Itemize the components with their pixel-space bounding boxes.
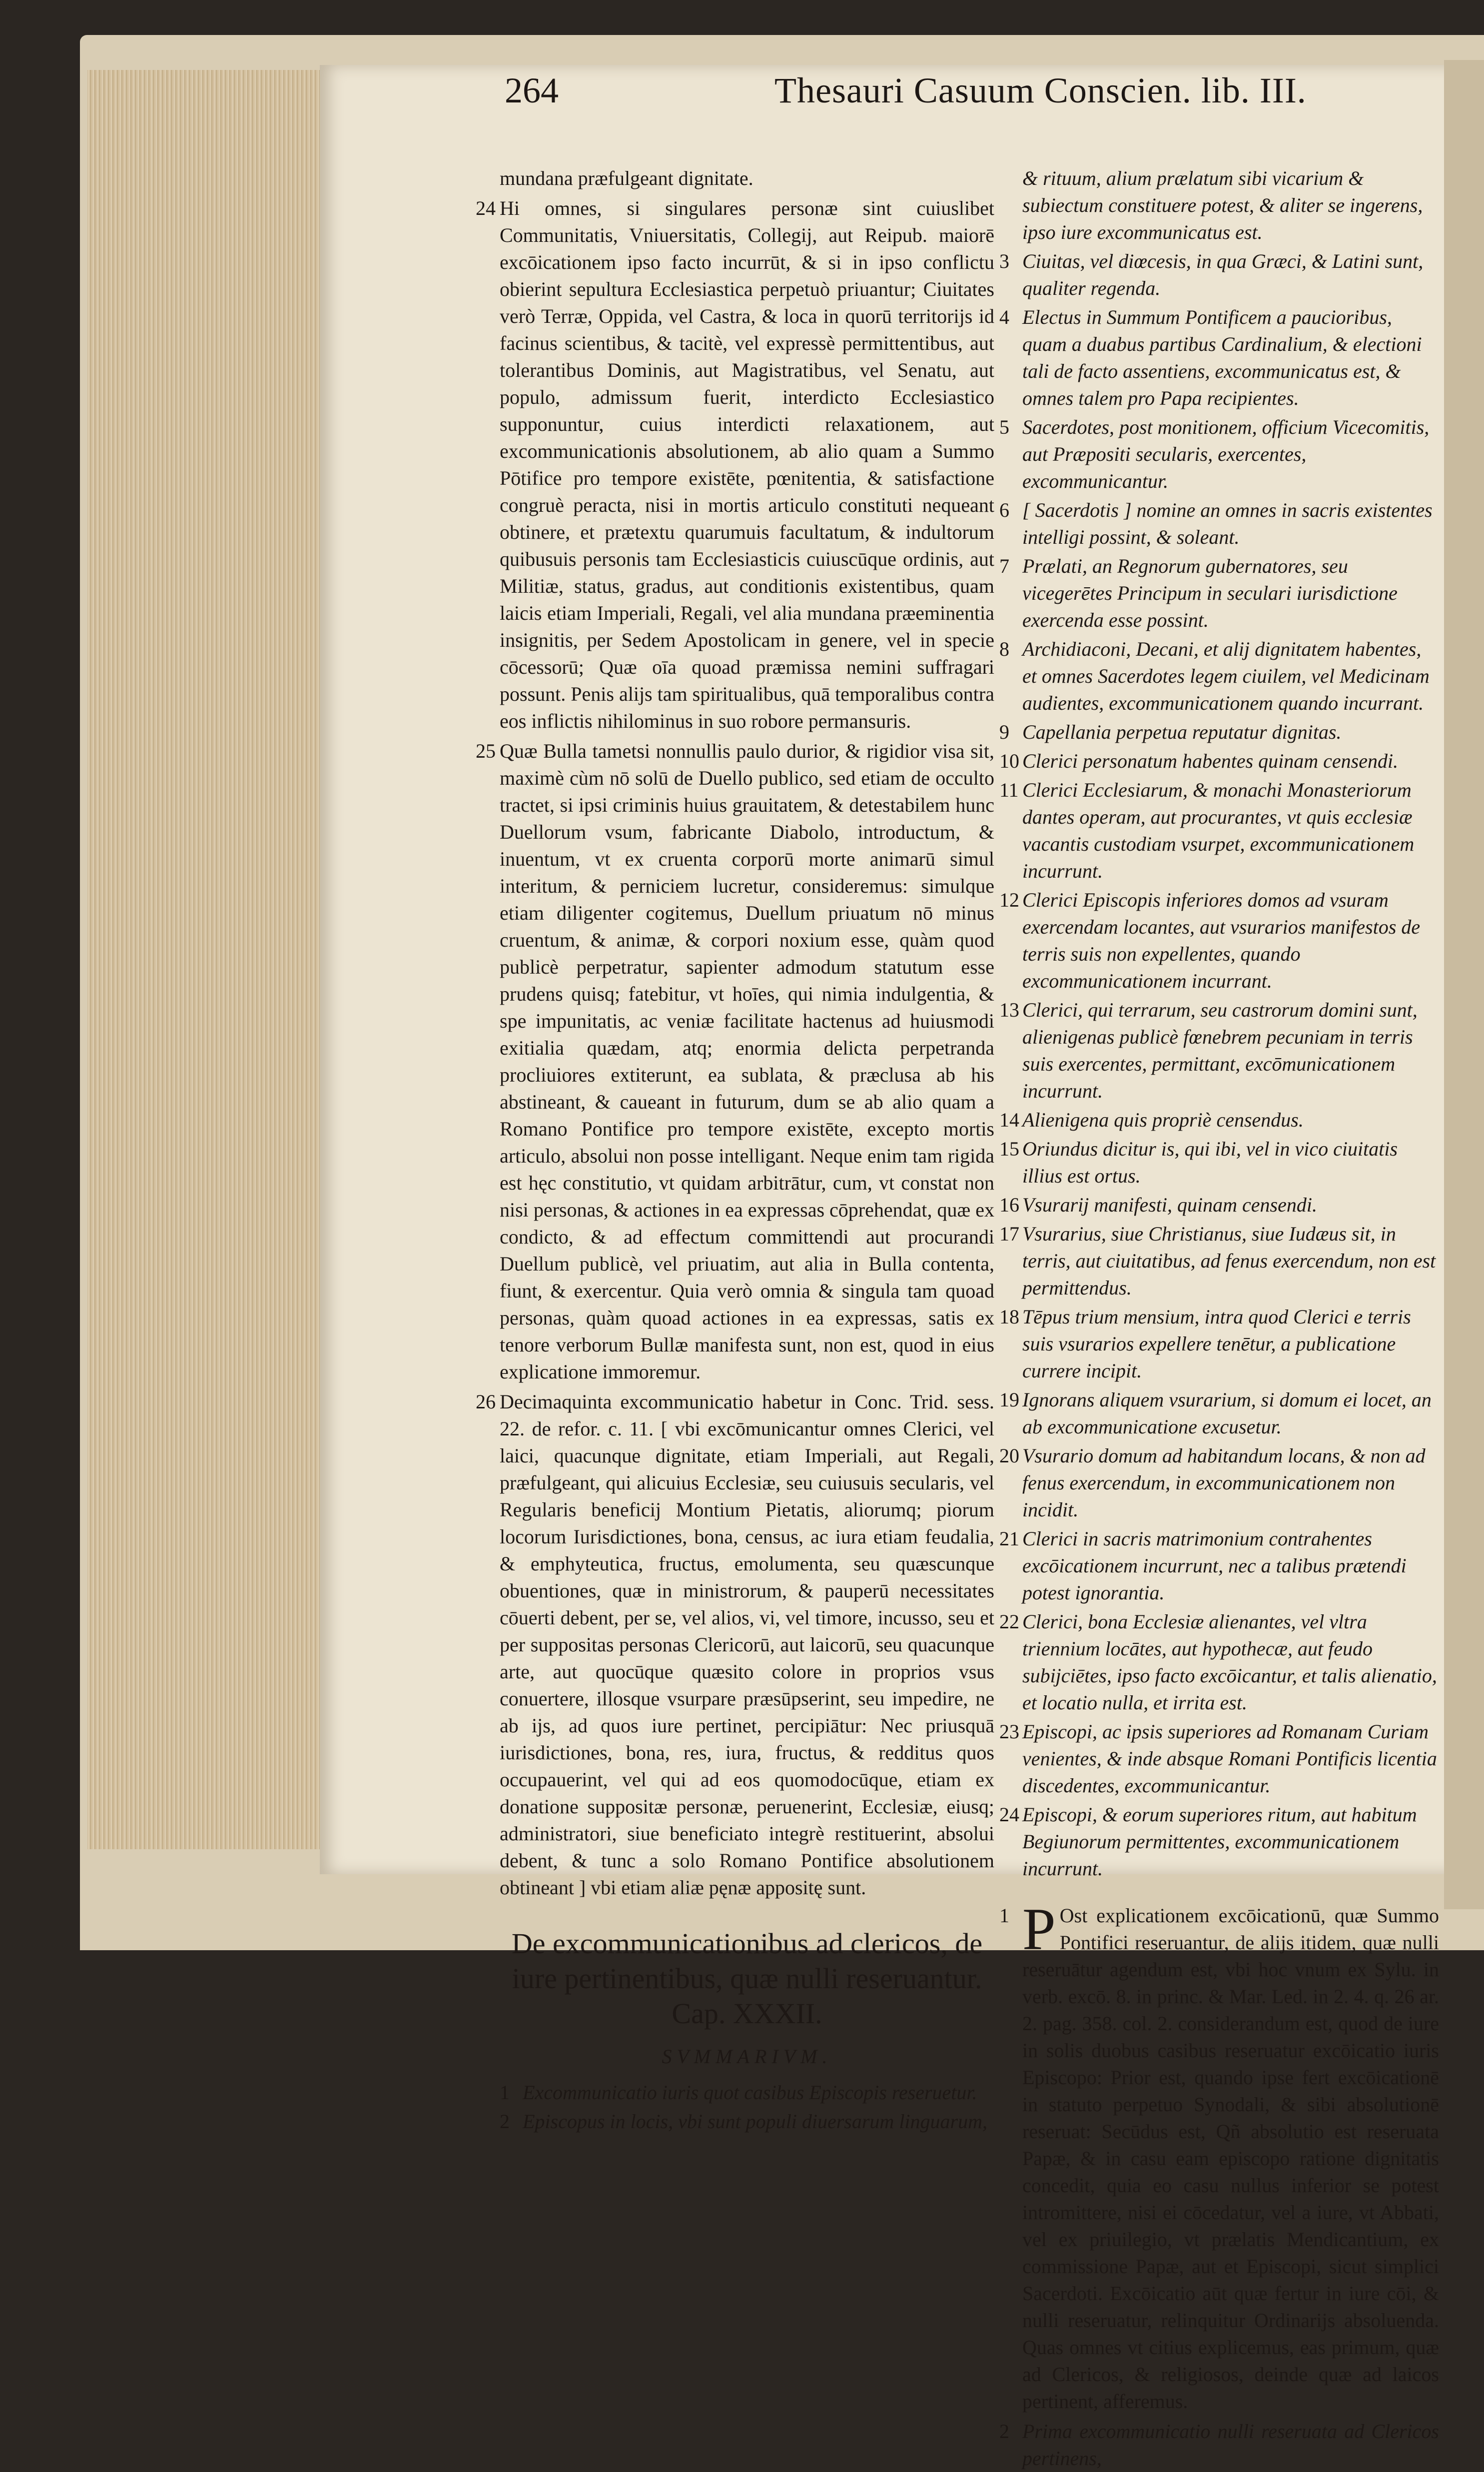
marginal-number: 25 [476,740,496,762]
summary-number: 16 [999,1194,1019,1216]
running-title: Thesauri Casuum Conscien. lib. III. [774,70,1307,110]
summary-item [999,1192,1439,1219]
summary-text: & rituum, alium prælatum sibi vicarium & subiectum constituere potest, & aliter se ingerens, ipso iure excommunicatus est. [1022,167,1423,243]
summary-text: Prælati, an Regnorum gubernatores, seu vicegerētes Principum in seculari iurisdictione exercenda esse possint. [1022,555,1398,631]
summary-item [999,553,1439,634]
summary-number: 8 [999,638,1009,660]
right-column [999,165,1439,2472]
summary-number: 12 [999,889,1019,911]
summary-item [999,1608,1439,1716]
paragraph [476,738,994,1385]
summary-text: Vsurario domum ad habitandum locans, & non ad fenus exercendum, in excommunicationem non incidit. [1022,1444,1426,1521]
facing-page-edge [1444,60,1484,1909]
paragraph [476,1388,994,1901]
summary-text: Archidiaconi, Decani, et alij dignitatem habentes, et omnes Sacerdotes legem ciuilem, vel Medicinam audientes, excommunicationem quando incurrant. [1022,638,1430,714]
paragraph-text: Prima excommunicatio nulli reseruata ad Clericos pertinens, [1022,2420,1439,2470]
summary-item [999,1525,1439,1606]
summary-number: 21 [999,1527,1019,1550]
summary-text: Clerici Ecclesiarum, & monachi Monasteriorum dantes operam, aut procurantes, vt quis ecclesiæ vacantis custodiam vsurpet, excommunicationem incurrunt. [1022,779,1415,882]
page-number: 264 [505,70,559,110]
summary-list [999,165,1439,1882]
summary-text: Episcopi, & eorum superiores ritum, aut habitum Begiunorum permittentes, excommunicationem incurrunt. [1022,1803,1417,1880]
summary-number: 14 [999,1109,1019,1131]
summary-item [999,636,1439,717]
summary-item [999,1221,1439,1301]
summary-item [999,1801,1439,1882]
paragraph [476,195,994,735]
summary-item [999,248,1439,302]
summary-item [999,997,1439,1105]
summary-item [999,497,1439,551]
left-column [476,165,994,2137]
summary-text: [ Sacerdotis ] nomine an omnes in sacris existentes intelligi possint, & soleant. [1022,499,1433,548]
summary-number: 24 [999,1803,1019,1826]
summary-item [999,1386,1439,1440]
summary-item [999,1718,1439,1799]
summary-text: Episcopi, ac ipsis superiores ad Romanam Curiam venientes, & inde absque Romani Pontificis licentia discedentes, excommunicantur. [1022,1720,1437,1797]
paragraph-text: Quæ Bulla tametsi nonnullis paulo durior, & rigidior visa sit, maximè cùm nō solū de Duello publico, sed etiam de occulto tractet, si ipsi criminis huius grauitatem, & detestabilem hunc Duellorum vsum, fabricante Diabolo, introductum, & inuentum, vt ex cruenta corporū morte animarū simul interitum, & perniciem lucretur, consideremus: simulque etiam diligenter cogitemus, Duellum priuatum nō minus cruentum, & animæ, & corpori noxium esse, quàm quod publicè perpetratur, sapienter admodum statutum esse prudens quisq; fatebitur, vt hoīes, qui nimia indulgentia, & spe impunitatis, ac veniæ facilitate hactenus ad huiusmodi exitialia quædam, atq; enormia delicta perpetranda procliuiores extiterunt, ea sublata, & præclusa ab his abstineant, & caueant in futurum, dum se ab alio quam a Romano Pontifice pro tempore existēte, excepto mortis articulo, absolui non posse intelligant. Neque enim tam rigida est hęc constitutio, vt quidam arbitrātur, cum, vt constat non nisi personas, & actiones in ea expressas cōprehendat, quæ ex condicto, & ad effectum committendi aut procurandi Duellum publicè, vel priuatim, aut alia in Bulla contenta, fiunt, & exercentur. Quia verò omnia & singula tam quoad personas, quàm quoad actiones in ea expressas, satis ex tenore verborum Bullæ manifesta sunt, non est, quod in eius explicatione immoremur. [500,740,994,1383]
summary-item [999,414,1439,495]
summary-text: Sacerdotes, post monitionem, officium Vicecomitis, aut Præpositi secularis, exercentes, excommunicantur. [1022,416,1430,492]
summary-item [999,1136,1439,1190]
summary-text: Oriundus dicitur is, qui ibi, vel in vico ciuitatis illius est ortus. [1022,1138,1398,1187]
summary-text: Electus in Summum Pontificem a paucioribus, quam a duabus partibus Cardinalium, & electioni tali de facto assentiens, excommunicatus est, & omnes talem pro Papa recipientes. [1022,306,1422,409]
summary-text: Clerici, bona Ecclesiæ alienantes, vel vltra triennium locātes, aut hypothecæ, aut feudo subijciētes, ipso facto excōicantur, et talis alienatio, et locatio nulla, et irrita est. [1022,1610,1437,1714]
summary-text: Vsurarius, siue Christianus, siue Iudæus sit, in terris, aut ciuitatibus, ad fenus exercendum, non est permittendus. [1022,1223,1436,1299]
summary-text: Vsurarij manifesti, quinam censendi. [1022,1194,1317,1216]
summary-item [500,2108,994,2135]
summary-text: Excommunicatio iuris quot casibus Episcopis reseruetur. [523,2081,977,2104]
summary-text: Episcopus in locis, vbi sunt populi diuersarum linguarum, [523,2110,987,2133]
summary-title: SVMMARIVM. [662,2045,832,2068]
summary-number: 3 [999,250,1009,272]
summary-item [999,165,1439,246]
summary-number: 18 [999,1305,1019,1328]
chapter-heading: De excommunicationibus ad clericos, de iure pertinentibus, quæ nulli reseruantur. Cap. XXXII. [511,1927,983,2030]
summary-item [999,887,1439,995]
summary-text: Clerici personatum habentes quinam censendi. [1022,750,1399,772]
summary-number: 17 [999,1223,1019,1245]
summary-number: 4 [999,306,1009,328]
paragraph-text: Hi omnes, si singulares personæ sint cuiuslibet Communitatis, Vniuersitatis, Collegij, aut Reipub. maiorē excōicationem ipso facto incurrūt, & si in ipso conflictu obierint sepultura Ecclesiastica perpetuò priuantur; Ciuitates verò Terræ, Oppida, vel Castra, & loca in quorū territorijs id facinus scientibus, & tacitè, vel expressè permittentibus, aut tolerantibus Dominis, aut Magistratibus, vel Senatu, aut populo, admissum fuerit, interdicto Ecclesiastico supponuntur, cuius interdicti relaxationem, aut excommunicationis absolutionem, ab alio quam a Summo Pōtifice pro tempore existēte, pœnitentia, & satisfactione congruè peracta, nisi in mortis articulo constituti nequeant obtinere, et prætextu quarumuis facultatum, & indultorum quibusuis personis tam Ecclesiasticis cuiuscūque ordinis, aut Militiæ, status, gradus, aut conditionis existentibus, quam laicis etiam Imperiali, Regali, vel alia mundana præeminentia insignitis, per Sedem Apostolicam in genere, vel in specie cōcessorū; Quæ oīa quoad præmissa nemini suffragari possunt. Penis alijs tam spiritualibus, quā temporalibus contra eos inflictis nihilominus in suo robore permansuris. [500,197,994,732]
summary-item [999,304,1439,412]
marginal-number: 26 [476,1390,496,1413]
summary-item [999,1303,1439,1384]
summary-text: Clerici in sacris matrimonium contrahentes excōicationem incurrunt, nec a talibus prætendi potest ignorantia. [1022,1527,1407,1604]
summary-item [999,719,1439,746]
summary-item [999,1107,1439,1134]
summary-number: 9 [999,721,1009,743]
summary-number: 19 [999,1388,1019,1411]
summary-item [999,748,1439,775]
summary-number: 23 [999,1720,1019,1743]
summary-item [500,2079,994,2106]
summary-number: 6 [999,499,1009,521]
paragraph-text: mundana præfulgeant dignitate. [500,167,753,189]
summary-number: 5 [999,416,1009,438]
body-paragraph [999,1896,1439,2415]
summary-text: Clerici Episcopis inferiores domos ad vsuram exercendam locantes, aut vsurarios manifestos de terris suis non expellentes, quando excommunicationem incurrant. [1022,889,1421,992]
drop-cap: P [1022,1896,1056,1962]
summary-number: 11 [999,779,1019,801]
summary-number: 13 [999,999,1019,1021]
summary-number: 1 [500,2081,510,2104]
marginal-number: 2 [999,2420,1009,2443]
summary-text: Alienigena quis propriè censendus. [1022,1109,1304,1131]
summary-number: 22 [999,1610,1019,1633]
summary-text: Clerici, qui terrarum, seu castrorum domini sunt, alienigenas publicè fœnebrem pecuniam in terris suis exercentes, permittant, excōmunicationem incurrunt. [1022,999,1418,1102]
summary-text: Tēpus trium mensium, intra quod Clerici e terris suis vsurarios expellere tenētur, a publicatione currere incipit. [1022,1305,1411,1382]
summary-text: Capellania perpetua reputatur dignitas. [1022,721,1342,743]
page-edges [87,70,324,1849]
marginal-number: 1 [999,1904,1009,1927]
body-paragraph [999,2418,1439,2472]
summary-number: 10 [999,750,1019,772]
summary-text: Ignorans aliquem vsurarium, si domum ei locet, an ab excommunicatione excusetur. [1022,1388,1432,1438]
summary-number: 15 [999,1138,1019,1160]
paragraph-text: Ost explicationem excōicationū, quæ Summo Pontifici reseruantur, de alijs itidem, quæ nulli reseruātur agendum est, vbi hoc vnum ex Sylu. in verb. excō. 8. in princ. & Mar. Led. in 2. 4. q. 26 ar. 2. pag. 358. col. 2. considerandum est, quod de iure in solis duobus casibus reseruatur excōicatio iuris Episcopo: Prior est, quando ipse fert excōicationē in statuto perpetuo Synodali, & sibi absolutionē reseruat: Secūdus est, Qñ absolutio est reseruata Papæ, & in casu eam episcopo ratione dignitatis concedit, quia eo casu nullus inferior se potest intromittere, nisi ei cōcedatur, vel a iure, vt Abbati, vel ex priuilegio, vt prælatis Mendicantium, ex commissione Papæ, aut et Episcopi, sicut simplici Sacerdoti. Excōicatio aūt quæ fertur in iure cōi, & nulli reseruatur, relinquitur Ordinarijs absoluenda. Quas omnes vt citius explicemus, eas primum, quæ ad Clericos, & religiosos, deinde quæ ad laicos pertinent, afferemus. [1022,1904,1439,2413]
summary-item [999,777,1439,885]
summary-number: 2 [500,2110,510,2133]
summary-number: 7 [999,555,1009,577]
summary-number: 20 [999,1444,1019,1467]
marginal-number: 24 [476,197,496,219]
paragraph-text: Decimaquinta excommunicatio habetur in Conc. Trid. sess. 22. de refor. c. 11. [ vbi excōmunicantur omnes Clerici, vel laici, quacunque dignitate, etiam Imperiali, aut Regali, præfulgeant, qui alicuius Ecclesiæ, seu cuiusuis secularis, vel Regularis beneficij Montium Pietatis, aliorumq; piorum locorum Iurisdictiones, bona, census, ac iura etiam feudalia, & emphyteutica, fructus, emolumenta, seu quæscunque obuentiones, quæ in ministrorum, & pauperū necessitates cōuerti debent, per se, vel alios, vi, vel timore, incusso, seu et per suppositas personas Clericorū, aut laicorū, seu quacunque arte, aut quocūque quæsito colore in proprios vsus conuertere, illosque vsurpare præsūpserint, seu impedire, ne ab ijs, ad quos iure pertinet, percipiātur: Nec priusquā iurisdictiones, bona, res, iura, fructus, & redditus quos occupauerint, vel qui ad eos quomodocūque, etiam ex donatione suppositæ personæ, peruenerint, Ecclesiæ, eiusq; administratori, siue beneficiato integrè restituerint, absolui debent, & tunc a solo Romano Pontifice absolutionem obtineant ] vbi etiam aliæ pęnæ appositę sunt. [500,1390,994,1899]
paragraph [500,165,994,192]
summary-text: Ciuitas, vel diœcesis, in qua Græci, & Latini sunt, qualiter regenda. [1022,250,1424,299]
summary-item [999,1442,1439,1523]
